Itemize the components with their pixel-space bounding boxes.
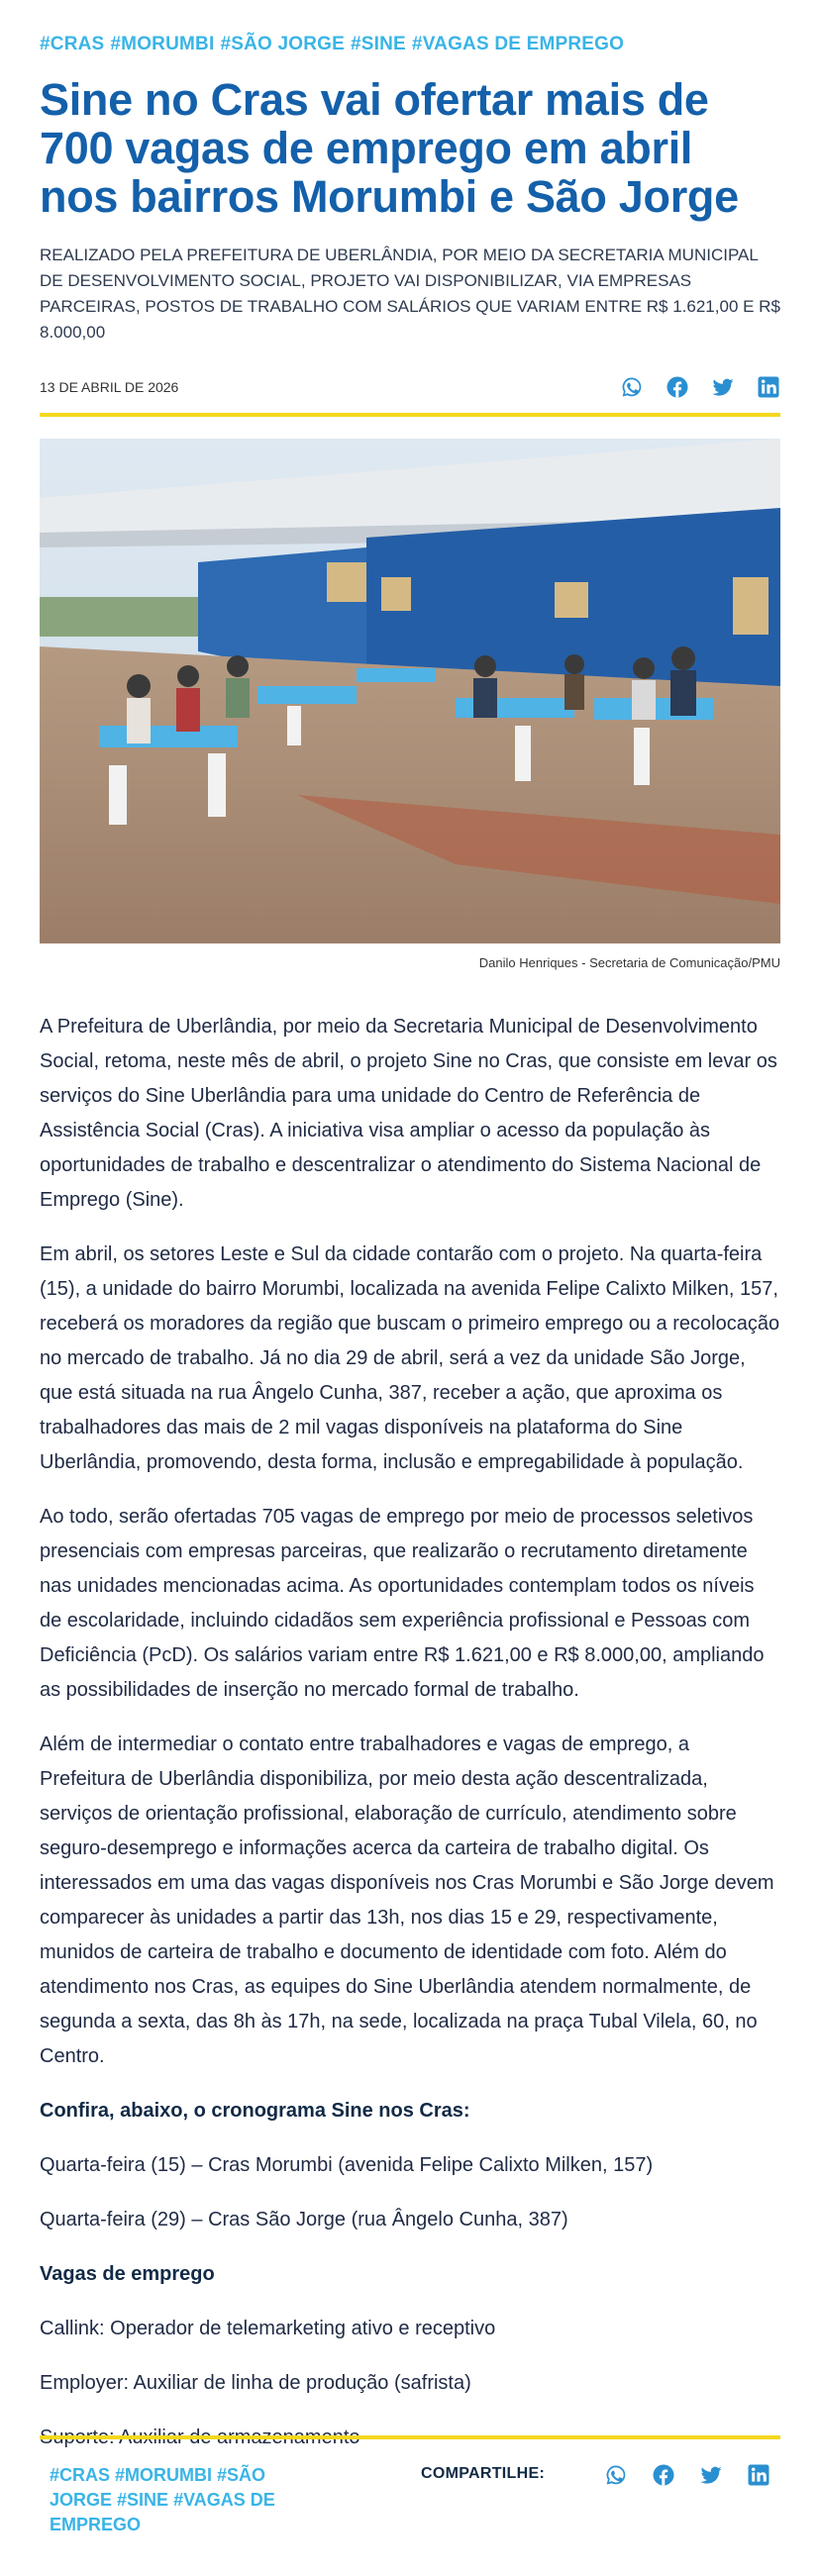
jobs-heading: Vagas de emprego — [40, 2263, 215, 2285]
schedule-heading: Confira, abaixo, o cronograma Sine nos Cras: — [40, 2100, 470, 2122]
divider — [40, 2435, 780, 2439]
tag-link[interactable]: #SÃO JORGE — [220, 34, 345, 54]
tag-link[interactable]: #VAGAS DE EMPREGO — [411, 34, 625, 54]
schedule-item: Quarta-feira (29) – Cras São Jorge (rua Ângelo Cunha, 387) — [40, 2209, 568, 2230]
whatsapp-icon[interactable] — [604, 2463, 628, 2487]
article-tags — [40, 0, 780, 55]
tag-link[interactable]: #CRAS — [50, 2465, 111, 2485]
article-body — [40, 1010, 780, 2455]
twitter-icon[interactable] — [699, 2463, 723, 2487]
schedule-item: Quarta-feira (15) – Cras Morumbi (avenida Felipe Calixto Milken, 157) — [40, 2154, 654, 2176]
twitter-icon[interactable] — [711, 375, 735, 399]
paragraph: Em abril, os setores Leste e Sul da cidade contarão com o projeto. Na quarta-feira (15), a unidade do bairro Morumbi, localizada na avenida Felipe Calixto Milken, 157, receberá os moradores da região que buscam o primeiro emprego ou a recolocação no mercado de trabalho. Já no dia 29 de abril, será a vez da unidade São Jorge, que está situada na rua Ângelo Cunha, 387, receber a ação, que aproxima os trabalhadores das mais de 2 mil vagas disponíveis na plataforma do Sine Uberlândia, promovendo, desta forma, inclusão e empregabilidade à população. — [40, 1243, 780, 1473]
tag-link[interactable]: #VAGAS DE EMPREGO — [50, 2490, 275, 2534]
article-title: Sine no Cras vai ofertar mais de 700 vagas de emprego em abril nos bairros Morumbi e São Jorge — [40, 74, 739, 222]
tag-link[interactable]: #SÃO JORGE — [50, 2465, 266, 2510]
tag-link[interactable]: #MORUMBI — [110, 34, 215, 54]
share-icons-top — [620, 375, 780, 399]
share-label: COMPARTILHE: — [421, 2465, 546, 2482]
article-photo — [40, 439, 780, 943]
paragraph: A Prefeitura de Uberlândia, por meio da Secretaria Municipal de Desenvolvimento Social, retoma, neste mês de abril, o projeto Sine no Cras, que consiste em levar os serviços do Sine Uberlândia para uma unidade do Centro de Referência de Assistência Social (Cras). A iniciativa visa ampliar o acesso da população às oportunidades de trabalho e descentralizar o atendimento do Sistema Nacional de Emprego (Sine). — [40, 1016, 777, 1211]
share-icons-bottom — [604, 2463, 780, 2487]
paragraph: Ao todo, serão ofertadas 705 vagas de emprego por meio de processos seletivos presenciais com empresas parceiras, que realizarão o recrutamento diretamente nas unidades mencionadas acima. As oportunidades contemplam todos os níveis de escolaridade, incluindo cidadãos sem experiência profissional e Pessoas com Deficiência (PcD). Os salários variam entre R$ 1.621,00 e R$ 8.000,00, ampliando as possibilidades de inserção no mercado formal de trabalho. — [40, 1506, 765, 1701]
paragraph: Além de intermediar o contato entre trabalhadores e vagas de emprego, a Prefeitura de Uberlândia disponibiliza, por meio desta ação descentralizada, serviços de orientação profissional, elaboração de currículo, atendimento sobre seguro-desemprego e informações acerca da carteira de trabalho digital. Os interessados em uma das vagas disponíveis nos Cras Morumbi e São Jorge devem comparecer às unidades a partir das 13h, nos dias 15 e 29, respectivamente, munidos de carteira de trabalho e documento de identidade com foto. Além do atendimento nos Cras, as equipes do Sine Uberlândia atendem normalmente, de segunda a sexta, das 8h às 17h, na sede, localizada na praça Tubal Vilela, 60, no Centro. — [40, 1734, 774, 2067]
tag-link[interactable]: #MORUMBI — [115, 2465, 213, 2485]
job-item: Callink: Operador de telemarketing ativo e receptivo — [40, 2318, 496, 2339]
footer-tags — [40, 2463, 277, 2537]
tag-link[interactable]: #SINE — [351, 34, 406, 54]
article-subtitle: REALIZADO PELA PREFEITURA DE UBERLÂNDIA, POR MEIO DA SECRETARIA MUNICIPAL DE DESENVOLVIMENTO SOCIAL, PROJETO VAI DISPONIBILIZAR, VIA EMPRESAS PARCEIRAS, POSTOS DE TRABALHO COM SALÁRIOS QUE VARIAM ENTRE R$ 1.621,00 E R$ 8.000,00 — [40, 246, 780, 342]
meta-row — [40, 371, 780, 403]
job-item: Employer: Auxiliar de linha de produção (safrista) — [40, 2372, 471, 2394]
whatsapp-icon[interactable] — [620, 375, 644, 399]
photo-caption: Danilo Henriques - Secretaria de Comunicação/PMU — [478, 955, 780, 970]
article-date: 13 DE ABRIL DE 2026 — [40, 379, 179, 395]
divider — [40, 413, 780, 417]
linkedin-icon[interactable] — [747, 2463, 770, 2487]
facebook-icon[interactable] — [666, 375, 689, 399]
linkedin-icon[interactable] — [757, 375, 780, 399]
article-footer — [40, 2463, 780, 2537]
facebook-icon[interactable] — [652, 2463, 675, 2487]
tag-link[interactable]: #CRAS — [40, 34, 105, 54]
tag-link[interactable]: #SINE — [117, 2490, 169, 2510]
